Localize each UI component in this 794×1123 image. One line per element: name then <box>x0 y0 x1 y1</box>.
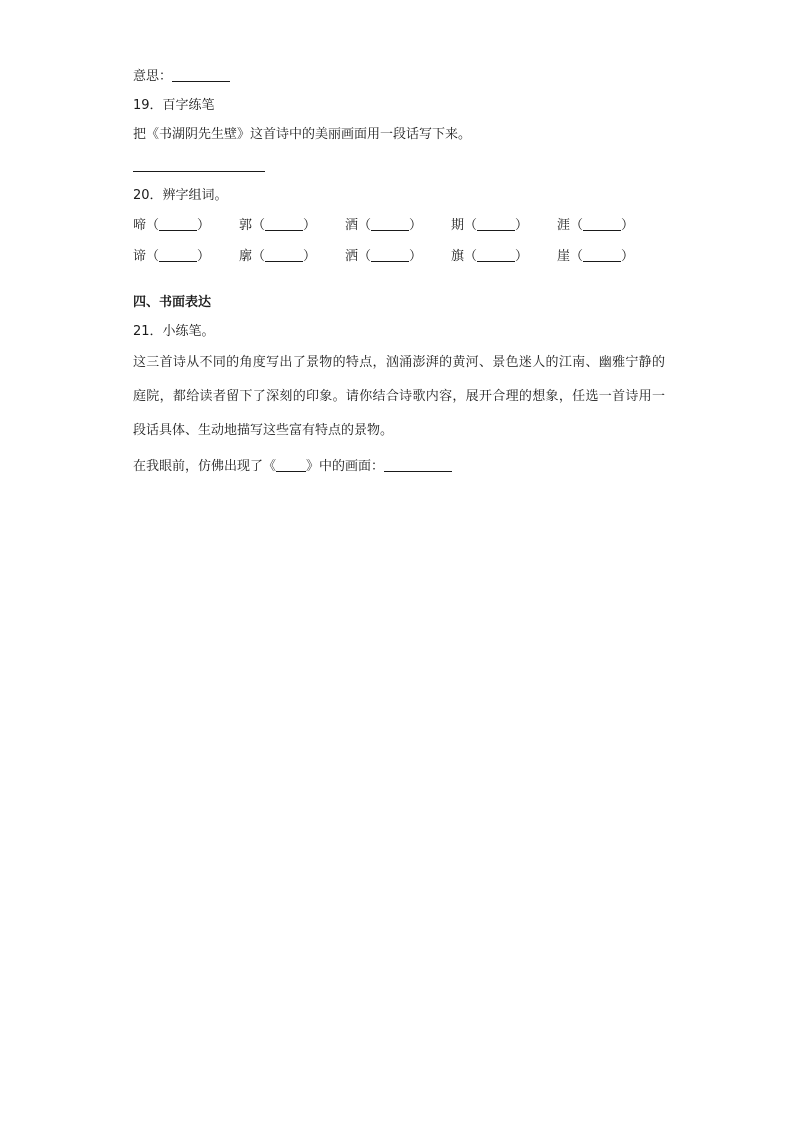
word-item: 期（ ） <box>451 218 529 233</box>
q21-answer-line <box>133 452 673 481</box>
poem-title-blank[interactable] <box>276 457 306 472</box>
q19-prompt: 把《书湖阴先生壁》这首诗中的美丽画面用一段话写下来。 <box>133 127 472 142</box>
word-blank[interactable] <box>371 216 409 231</box>
word-item: 郭（ ） <box>239 218 317 233</box>
word-blank[interactable] <box>371 247 409 262</box>
word-item: 酒（ ） <box>345 218 423 233</box>
word-item: 崖（ ） <box>557 249 635 264</box>
word-item: 旗（ ） <box>451 249 529 264</box>
q21-paragraph: 这三首诗从不同的角度写出了景物的特点，汹涌澎湃的黄河、景色迷人的江南、幽雅宁静的庭院，都给读者留下了深刻的印象。请你结合诗歌内容，展开合理的想象，任选一首诗用一段话具体、生动地描写这些富有特点的景物。 <box>133 355 665 438</box>
word-item: 谛（ ） <box>133 249 211 264</box>
word-item: 洒（ ） <box>345 249 423 264</box>
word-blank[interactable] <box>583 216 621 231</box>
meaning-answer-blank[interactable] <box>172 67 230 82</box>
meaning-line <box>133 62 673 91</box>
worksheet-page <box>133 62 673 481</box>
word-item: 涯（ ） <box>557 218 635 233</box>
word-blank[interactable] <box>477 216 515 231</box>
word-blank[interactable] <box>583 247 621 262</box>
picture-description-blank[interactable] <box>384 457 452 472</box>
q21-title: 21．小练笔。 <box>133 324 215 339</box>
q20-row-2 <box>133 241 673 272</box>
word-blank[interactable] <box>159 247 197 262</box>
word-blank[interactable] <box>159 216 197 231</box>
q21-line-prefix: 在我眼前，仿佛出现了《 <box>133 459 277 474</box>
q20-title: 20．辨字组词。 <box>133 188 228 203</box>
word-item: 廓（ ） <box>239 249 317 264</box>
word-blank[interactable] <box>265 216 303 231</box>
word-blank[interactable] <box>477 247 515 262</box>
q19-answer-blank[interactable] <box>133 153 265 172</box>
q19-answer-line[interactable] <box>133 153 673 175</box>
q19-title: 19．百字练笔 <box>133 98 215 113</box>
word-item: 啼（ ） <box>133 218 211 233</box>
word-blank[interactable] <box>265 247 303 262</box>
q20-row-1 <box>133 210 673 241</box>
meaning-label: 意思： <box>133 69 173 84</box>
section-4-title: 四、书面表达 <box>133 295 212 310</box>
q21-line-mid: 》中的画面： <box>306 459 385 474</box>
